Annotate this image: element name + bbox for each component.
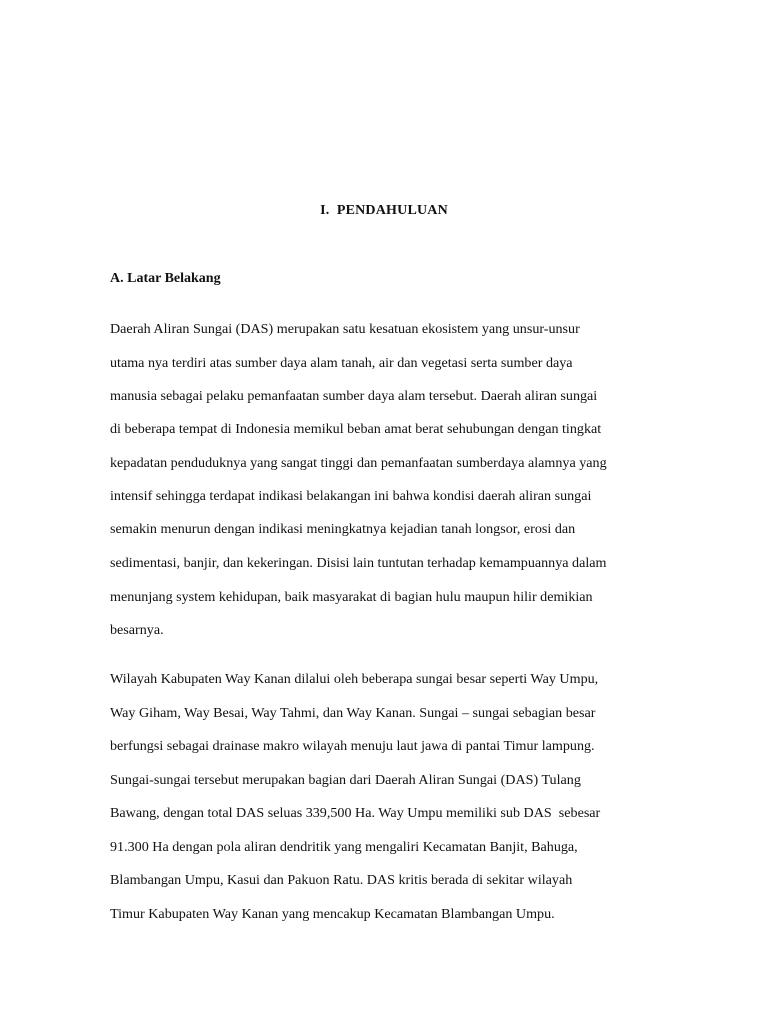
paragraph-line: intensif sehingga terdapat indikasi belakangan ini bahwa kondisi daerah aliran sungai [110, 488, 592, 504]
chapter-title: I. PENDAHULUAN [320, 203, 448, 218]
paragraph-line: Wilayah Kabupaten Way Kanan dilalui oleh beberapa sungai besar seperti Way Umpu, [110, 671, 599, 687]
section-heading: A. Latar Belakang [110, 271, 221, 286]
paragraph-line: di beberapa tempat di Indonesia memikul beban amat berat sehubungan dengan tingkat [110, 421, 602, 437]
paragraph-line: besarnya. [110, 622, 164, 638]
paragraph-line: berfungsi sebagai drainase makro wilayah menuju laut jawa di pantai Timur lampung. [110, 738, 595, 754]
paragraph-line: 91.300 Ha dengan pola aliran dendritik yang mengaliri Kecamatan Banjit, Bahuga, [110, 839, 578, 855]
paragraph-line: manusia sebagai pelaku pemanfaatan sumber daya alam tersebut. Daerah aliran sungai [110, 388, 598, 404]
paragraph-line: Bawang, dengan total DAS seluas 339,500 Ha. Way Umpu memiliki sub DAS sebesar [110, 805, 601, 821]
paragraph-line: semakin menurun dengan indikasi meningkatnya kejadian tanah longsor, erosi dan [110, 521, 576, 537]
paragraph-line: sedimentasi, banjir, dan kekeringan. Disisi lain tuntutan terhadap kemampuannya dalam [110, 555, 607, 571]
paragraph-line: Sungai-sungai tersebut merupakan bagian dari Daerah Aliran Sungai (DAS) Tulang [110, 772, 581, 788]
paragraph-line: kepadatan penduduknya yang sangat tinggi dan pemanfaatan sumberdaya alamnya yang [110, 455, 607, 471]
paragraph-line: Blambangan Umpu, Kasui dan Pakuon Ratu. DAS kritis berada di sekitar wilayah [110, 872, 573, 888]
paragraph-line: menunjang system kehidupan, baik masyarakat di bagian hulu maupun hilir demikian [110, 589, 593, 605]
paragraph-line: Way Giham, Way Besai, Way Tahmi, dan Way Kanan. Sungai – sungai sebagian besar [110, 705, 596, 721]
paragraph-line: Daerah Aliran Sungai (DAS) merupakan satu kesatuan ekosistem yang unsur-unsur [110, 321, 580, 337]
paragraph-line: Timur Kabupaten Way Kanan yang mencakup Kecamatan Blambangan Umpu. [110, 906, 555, 922]
paragraph-line: utama nya terdiri atas sumber daya alam tanah, air dan vegetasi serta sumber daya [110, 355, 573, 371]
